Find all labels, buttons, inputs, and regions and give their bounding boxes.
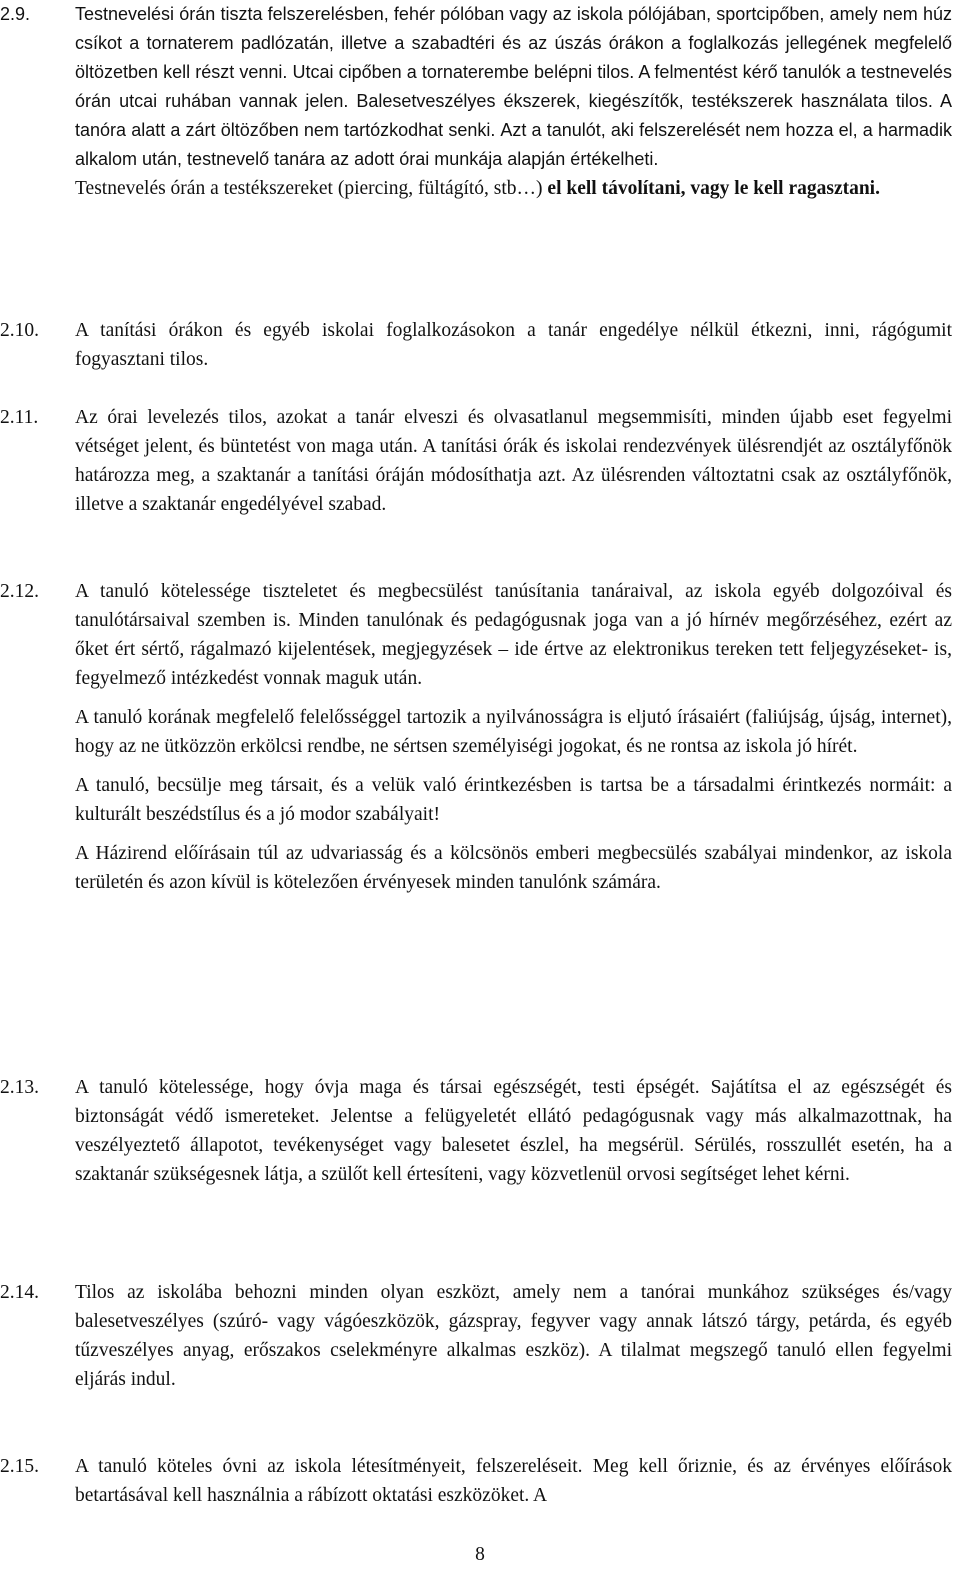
paragraph [75, 174, 952, 203]
paragraph: A tanuló korának megfelelő felelősséggel tartozik a nyilvánosságra is eljutó írásaiért (faliújság, újság, internet), hogy az ne ütközzön erkölcsi rendbe, ne sértsen személyiségi jogokat, és ne rontsa az iskola jó hírét. [75, 707, 952, 757]
sentence: Balesetveszélyes ékszerek, kiegészítők, testékszerek használata tilos. A tanóra alatt a zárt öltözőben nem tartózkodhat senki. [75, 91, 953, 140]
paragraph: A Házirend előírásain túl az udvariasság és a kölcsönös emberi megbecsülés szabályai mindenkor, az iskola területén és azon kívül is kötelezően érvényesek minden tanulónk számára. [75, 843, 952, 893]
paragraph [75, 0, 952, 174]
section-number: 2.9. [0, 4, 31, 24]
paragraph: A tanuló kötelessége, hogy óvja maga és társai egészségét, testi épségét. Sajátítsa el az egészségét és biztonságát védő ismereteket. Jelentse a felügyeletét ellátó pedagógusnak vagy más alkalmazottnak, ha veszélyeztető állapotot, tevékenységet vagy balesetet észlel, ha megsérül. Sérülés, rosszullét esetén, ha a szaktanár szükségesnek látja, a szülőt kell értesíteni, vagy közvetlenül orvosi segítséget lehet kérni. [75, 1077, 952, 1185]
paragraph: A tanuló kötelessége tiszteletet és megbecsülést tanúsítania tanáraival, az iskola egyéb dolgozóival és tanulótársaival szemben is. Minden tanulónak és pedagógusnak joga van a jó hírnév megőrzéséhez, ezért az őket ért sértő, rágalmazó kijelentések, megjegyzések – ide értve az elektronikus tereken tett feljegyzéseket- is, fegyelmező intézkedést vonnak maguk után. [75, 581, 952, 689]
section-number: 2.15. [0, 1456, 39, 1477]
paragraph: A tanítási órákon és egyéb iskolai foglalkozásokon a tanár engedélye nélkül étkezni, inni, rágógumit fogyasztani tilos. [75, 320, 952, 370]
section-number: 2.13. [0, 1077, 39, 1098]
paragraph: A tanuló köteles óvni az iskola létesítményeit, felszereléseit. Meg kell őriznie, és az érvényes előírások betartásával kell használnia a rábízott oktatási eszközöket. A [75, 1456, 952, 1506]
section-body [75, 0, 952, 203]
section-2-13 [0, 1073, 952, 1189]
sentence: Testnevelési órán tiszta felszerelésben, fehér pólóban vagy az iskola pólójában, sportcipőben, amely nem húz csíkot a tornaterem padlózatán, illetve a szabadtéri és az úszás órákon a foglalkozás jellegének megfelelő öltözetben kell részt venni. Utcai cipőben a tornaterembe belépni tilos. A felmentést kérő tanulók a testnevelés órán utcai ruhában vannak jelen. [75, 4, 952, 111]
section-body [75, 1278, 952, 1394]
paragraph: A tanuló, becsülje meg társait, és a velük való érintkezésben is tartsa be a társadalmi érintkezés normáit: a kulturált beszédstílus és a jó modor szabályait! [75, 775, 952, 825]
section-body [75, 577, 952, 897]
section-2-9 [0, 0, 952, 203]
section-2-12 [0, 577, 952, 897]
section-2-14 [0, 1278, 952, 1394]
paragraph: Tilos az iskolába behozni minden olyan eszközt, amely nem a tanórai munkához szükséges és/vagy balesetveszélyes (szúró- vagy vágóeszközök, gázspray, fegyver vagy annak látszó tárgy, petárda, és egyéb tűzveszélyes anyag, erőszakos cselekményre alkalmas eszköz). A tilalmat megszegő tanuló ellen fegyelmi eljárás indul. [75, 1282, 952, 1390]
text-bold: el kell távolítani, vagy le kell ragasztani. [547, 178, 880, 199]
sentence: Azt a tanulót, aki felszerelését nem hozza el, a harmadik alkalom után, testnevelő tanára az adott órai munkája alapján értékelheti. [75, 120, 953, 169]
section-body [75, 1073, 952, 1189]
section-2-10 [0, 316, 952, 374]
section-body [75, 403, 952, 519]
paragraph: Az órai levelezés tilos, azokat a tanár elveszi és olvasatlanul megsemmisíti, minden újabb eset fegyelmi vétséget jelent, és büntetést von maga után. A tanítási órák és iskolai rendezvények ülésrendjét az osztályfőnök határozza meg, a szaktanár a tanítási óráján módosíthatja azt. Az ülésrenden változtatni csak az osztályfőnök, illetve a szaktanár engedélyével szabad. [75, 407, 952, 515]
section-2-11 [0, 403, 952, 519]
section-number: 2.12. [0, 581, 39, 602]
section-body [75, 1452, 952, 1510]
text-normal: Testnevelés órán a testékszereket (piercing, fültágító, stb…) [75, 178, 548, 199]
section-number: 2.11. [0, 407, 39, 428]
page-number: 8 [475, 1544, 485, 1565]
section-number: 2.10. [0, 320, 39, 341]
section-number: 2.14. [0, 1282, 39, 1303]
section-body [75, 316, 952, 374]
section-2-15 [0, 1452, 952, 1510]
